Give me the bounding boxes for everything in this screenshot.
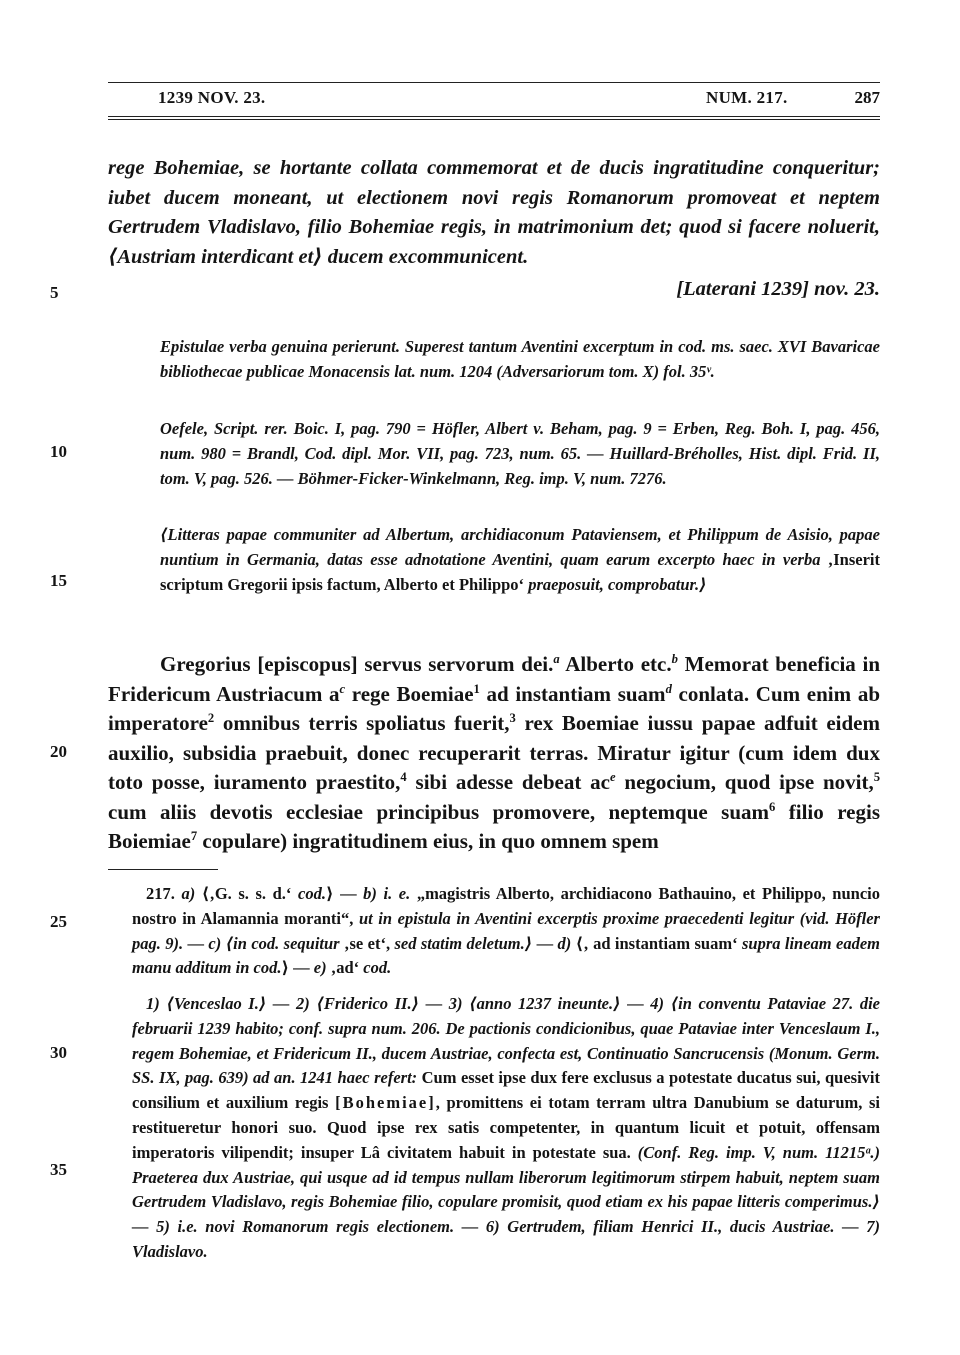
body-segment: Gregorius [episcopus] servus servorum dei. bbox=[160, 652, 554, 676]
apparatus-mark: a) bbox=[181, 884, 196, 903]
body-segment: omnibus terris spoliatus fuerit, bbox=[214, 711, 510, 735]
apparatus-text: cod. bbox=[298, 884, 326, 903]
line-number: 35 bbox=[50, 1160, 67, 1179]
commentary-text: (Conf. Reg. imp. V, num. 11215ᵃ.) Praeterea dux Austriae, qui usque ad id tempus nullam liberorum legitimorum stirpem habuit, neptem suam Gertrudem Vladislavo, regis Bohemiae filio, copulare promisit, quod etiam ex his papae litteris comperimus.⟩ bbox=[132, 1142, 880, 1212]
commentary-quote: [Bohemiae] bbox=[335, 1093, 436, 1113]
apparatus-mark: c) bbox=[208, 933, 222, 953]
body-segment: conlata. Cum enim ab imperatore bbox=[108, 681, 880, 735]
footnote-mark: 2 bbox=[207, 711, 215, 725]
apparatus-number: 217. bbox=[146, 884, 175, 903]
page-number: 287 bbox=[854, 88, 880, 107]
apparatus-text: cod. bbox=[363, 958, 392, 978]
body-segment: negocium, quod ipse novit, bbox=[615, 770, 874, 794]
apparatus-text: supra lineam eadem manu additum in cod. bbox=[132, 933, 881, 978]
apparatus-text: ⟨‚ ad instantiam suam‘ bbox=[571, 933, 742, 953]
footnote-mark: 1 bbox=[473, 681, 480, 696]
header-rule-bottom-thin bbox=[108, 119, 880, 120]
apparatus-text: ‚se et‘, bbox=[344, 933, 391, 953]
footnote-mark: 5 bbox=[873, 770, 881, 784]
footnote-mark: e bbox=[609, 770, 616, 784]
footnote-rule bbox=[108, 869, 218, 870]
apparatus-text: ⟨in cod. sequitur bbox=[221, 933, 344, 953]
apparatus-text: — bbox=[532, 933, 558, 953]
transmission-note: Epistulae verba genuina perierunt. Superest tantum Aventini excerptum in cod. ms. saec. XVI Bavaricae bibliothecae publicae Monacensis lat. num. 1204 (Adversariorum tom. X) fol. 35ᵛ. bbox=[160, 337, 880, 381]
line-number: 5 bbox=[50, 283, 59, 302]
apparatus-text: ⟩ — bbox=[325, 884, 364, 903]
footnote-mark: a bbox=[553, 652, 560, 666]
body-segment: Memorat beneficia in Fridericum Austriacum a bbox=[108, 652, 880, 706]
apparatus-footnote bbox=[132, 882, 880, 981]
body-segment: sibi adesse debeat ac bbox=[406, 770, 610, 794]
footnote-mark: 7 bbox=[190, 829, 198, 843]
commentary-text: — 5) i.e. novi Romanorum regis electionem. — 6) Gertrudem, filiam Henrici II., ducis Austriae. — 7) Vladislavo. bbox=[132, 1217, 880, 1261]
body-segment: cum aliis devotis ecclesiae principibus promovere, neptemque suam bbox=[108, 799, 770, 824]
header-number: NUM. 217. bbox=[706, 88, 788, 107]
body-segment: Alberto etc. bbox=[559, 652, 672, 676]
footnote-mark: 6 bbox=[769, 799, 776, 814]
editions-note: Oefele, Script. rer. Boic. I, pag. 790 = Höfler, Albert v. Beham, pag. 9 = Erben, Reg. Boh. I, pag. 456, num. 980 = Brandl, Cod. dipl. Mor. VII, pag. 723, num. 65. — Huillard-Bréholles, Hist. dipl. Frid. II, tom. V, pag. 526. — Böhmer-Ficker-Winkelmann, Reg. imp. V, num. 7276. bbox=[160, 419, 880, 488]
line-number: 25 bbox=[50, 912, 67, 931]
footnote-mark: 3 bbox=[509, 711, 516, 725]
apparatus-text: i. e. bbox=[376, 884, 417, 903]
commentary-text: 1) ⟨Venceslao I.⟩ — 2) ⟨Friderico II.⟩ — 3) ⟨anno 1237 ineunte.⟩ — 4) ⟨in conventu Pataviae 27. die februarii 1239 habito; conf. supra num. 206. De pactionis condicionibus, quae Pataviae inter Venceslaum I., regem Bohemiae, et Fridericum II., ducem Austriae, confecta est, Continuatio Sancrucensis (Monum. Germ. SS. IX, pag. 639) ad an. 1241 haec refert: bbox=[132, 994, 880, 1088]
apparatus-mark: e) bbox=[313, 958, 327, 978]
comment-text-end: praeposuit, comprobatur.⟩ bbox=[524, 575, 707, 594]
footnote-mark: 4 bbox=[400, 770, 407, 784]
body-segment: copulare) ingratitudinem eius, in quo omnem spem bbox=[197, 829, 659, 853]
header-rule-top bbox=[108, 82, 880, 83]
apparatus-text: ⟩ — bbox=[281, 958, 314, 978]
dateline: [Laterani 1239] nov. 23. bbox=[676, 278, 880, 300]
apparatus-text: ‚ad‘ bbox=[326, 958, 364, 978]
footnote-mark: d bbox=[665, 681, 672, 696]
apparatus-mark: d) bbox=[557, 933, 572, 953]
body-segment: filio regis Boiemiae bbox=[108, 799, 880, 853]
comment-text: ⟨Litteras papae communiter ad Albertum, archidiaconum Pataviensem, et Philippum de Asisio, papae nuntium in Germania, datas esse adnotatione Aventini, quam earum excerpto haec in verba bbox=[160, 525, 880, 569]
apparatus-text: „magistris Alberto, archidiacono Bathauino, et Philippo, nuncio nostro in Alamannia moranti“, bbox=[132, 884, 880, 928]
commentary-footnotes bbox=[132, 992, 880, 1265]
line-number: 15 bbox=[50, 571, 67, 590]
comment-quote: ‚Inserit scriptum Gregorii ipsis factum, Alberto et Philippo‘ bbox=[160, 550, 880, 594]
apparatus-text: ⟨‚G. s. s. d.‘ bbox=[195, 884, 298, 903]
apparatus-text: ut in epistula in Aventini excerptis proxime praecedenti legitur (vid. Höfler pag. 9). bbox=[132, 908, 880, 953]
commentary-quote: , promittens ei totam terram ultra Danubium se daturum, si restitueretur honori suo. Quod ipse rex satis competenter, in quantum licuit et potuit, offensam imperatoris vilipendit; insuper Lâ civitatem habuit in potestate sua. bbox=[132, 1093, 880, 1162]
apparatus-mark: b) bbox=[363, 884, 377, 903]
body-segment: rege Boemiae bbox=[345, 681, 474, 706]
footnote-mark: b bbox=[671, 652, 678, 666]
body-segment: ad instantiam suam bbox=[479, 681, 666, 706]
line-number: 10 bbox=[50, 442, 67, 461]
footnote-mark: c bbox=[339, 681, 346, 696]
regest-summary: rege Bohemiae, se hortante collata commemorat et de ducis ingratitudine conqueritur; iubet ducem moneant, ut electionem novi regis Romanorum promoveat et neptem Gertrudem Vladislavo, filio Bohemiae regis, in matrimonium det; quod si facere noluerit, ⟨Austriam interdicant et⟩ ducem excommunicent. bbox=[108, 157, 880, 268]
apparatus-text: sed statim deletum.⟩ bbox=[390, 933, 533, 953]
header-date: 1239 NOV. 23. bbox=[158, 88, 266, 107]
header-rule-bottom bbox=[108, 116, 880, 117]
comment-note bbox=[160, 522, 880, 597]
commentary-quote: Cum esset ipse dux fere exclusus a potestate ducatus sui, quesivit consilium et auxilium regis bbox=[132, 1068, 880, 1113]
apparatus-text: — bbox=[183, 933, 209, 953]
line-number: 30 bbox=[50, 1043, 67, 1062]
letter-body bbox=[108, 650, 880, 857]
body-segment: rex Boemiae iussu papae adfuit eidem auxilio, subsidia praebuit, donec recuperarit terras. Miratur igitur (cum idem dux toto posse, iuramento praestito, bbox=[108, 711, 880, 794]
line-number: 20 bbox=[50, 742, 67, 761]
running-header bbox=[108, 82, 880, 120]
